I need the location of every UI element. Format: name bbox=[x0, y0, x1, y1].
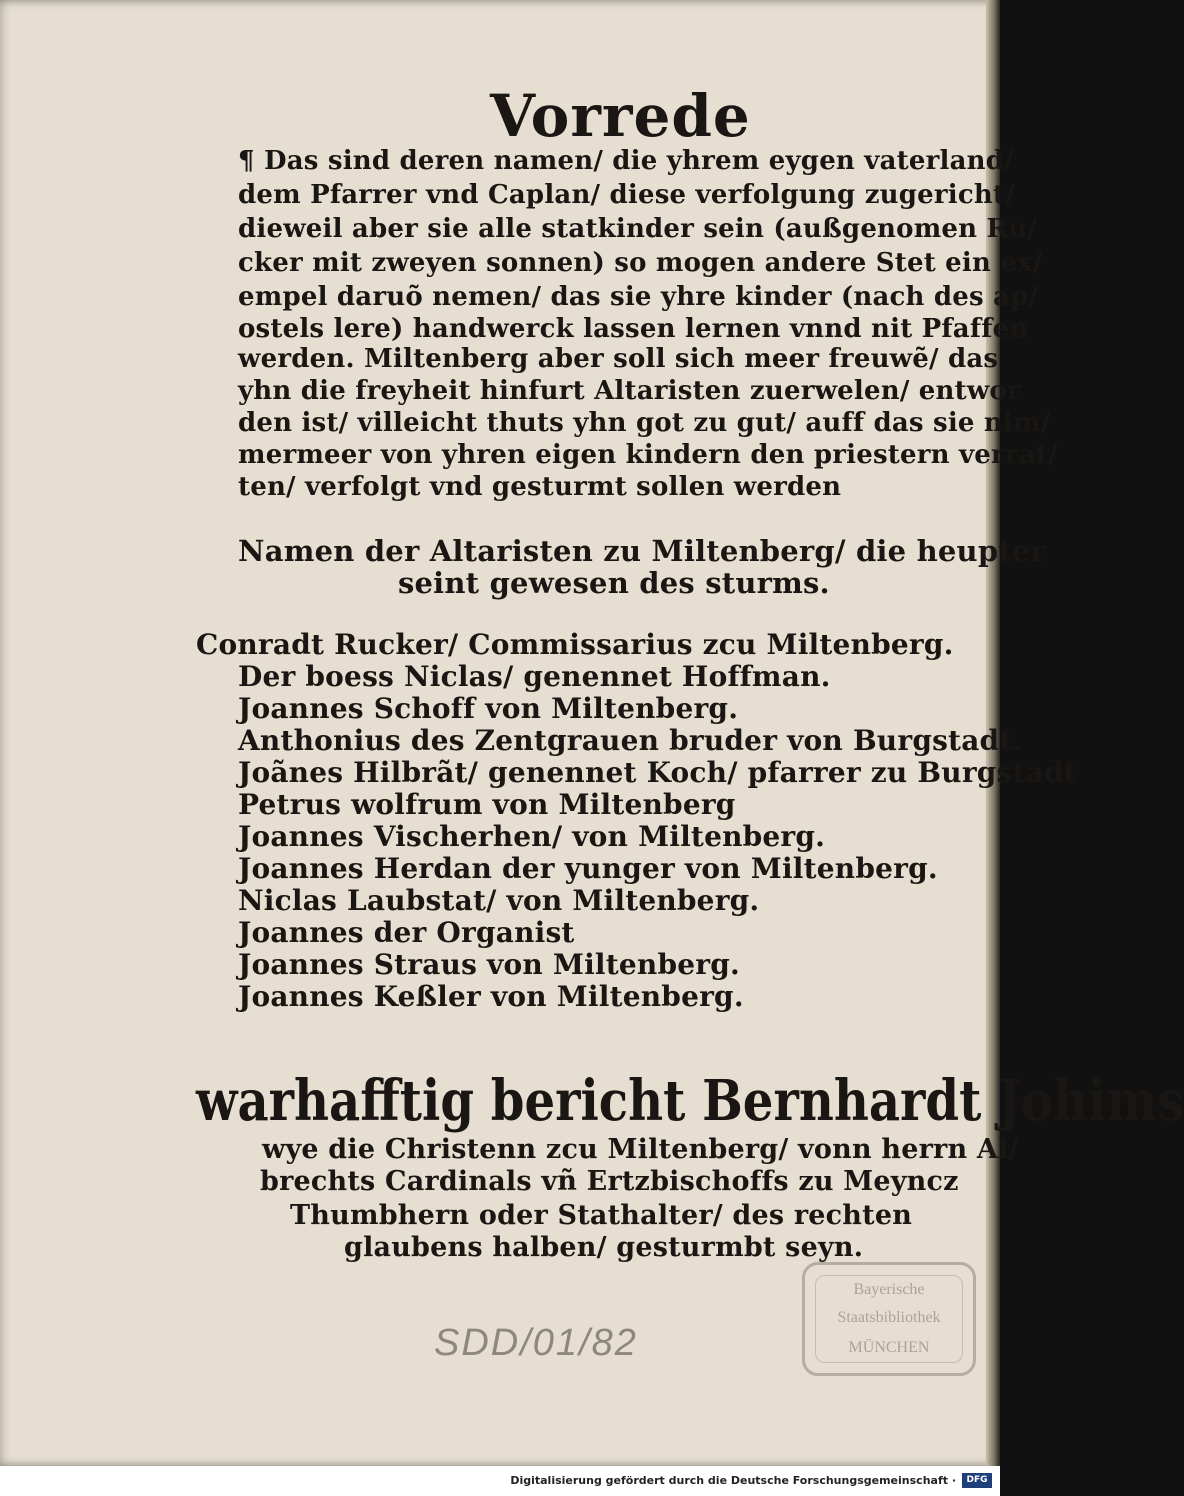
intro-line: den ist/ villeicht thuts yhn got zu gut/ auff das sie nim/ bbox=[238, 408, 1051, 438]
intro-line: ostels lere) handwerck lassen lernen vnnd nit Pfaffen bbox=[238, 314, 1029, 344]
intro-line: werden. Miltenberg aber soll sich meer freuwẽ/ das bbox=[238, 344, 999, 374]
report-title-line: glaubens halben/ gesturmbt seyn. bbox=[344, 1232, 864, 1263]
shelfmark: SDD/01/82 bbox=[434, 1322, 638, 1364]
report-title: warhafftig bericht Bernhardt Johims bbox=[196, 1068, 1184, 1134]
report-title-line: brechts Cardinals vñ Ertzbischoffs zu Meyncz bbox=[260, 1166, 959, 1197]
footer-credit: Digitalisierung gefördert durch die Deutsche Forschungsgemeinschaft · bbox=[510, 1474, 956, 1487]
intro-line: yhn die freyheit hinfurt Altaristen zuerwelen/ entwor bbox=[238, 376, 1021, 406]
altarist-name: Joãnes Hilbrãt/ genennet Koch/ pfarrer zu Burgstadt bbox=[238, 756, 1077, 789]
altarist-name: Conradt Rucker/ Commissarius zcu Miltenberg. bbox=[196, 628, 954, 661]
intro-line: dem Pfarrer vnd Caplan/ diese verfolgung zugericht/ bbox=[238, 180, 1015, 210]
altarist-name: Joannes Schoff von Miltenberg. bbox=[238, 692, 739, 725]
stamp-line: Staatsbibliothek bbox=[837, 1309, 941, 1326]
altarist-name: Der boess Niclas/ genennet Hoffman. bbox=[238, 660, 831, 693]
altarist-name: Joannes Straus von Miltenberg. bbox=[238, 948, 740, 981]
altarist-name: Joannes Keßler von Miltenberg. bbox=[238, 980, 744, 1013]
report-title-line: Thumbhern oder Stathalter/ des rechten bbox=[290, 1200, 913, 1231]
intro-line: mermeer von yhren eigen kindern den priestern verrat/ bbox=[238, 440, 1058, 470]
intro-line: ten/ verfolgt vnd gesturmt sollen werden bbox=[238, 472, 842, 502]
dfg-logo: DFG bbox=[962, 1473, 992, 1488]
intro-line: dieweil aber sie alle statkinder sein (außgenomen Ru/ bbox=[238, 214, 1038, 244]
altarist-name: Joannes Vischerhen/ von Miltenberg. bbox=[238, 820, 826, 853]
altarist-name: Petrus wolfrum von Miltenberg bbox=[238, 788, 736, 821]
page-heading: Vorrede bbox=[490, 82, 751, 150]
altarist-name: Anthonius des Zentgrauen bruder von Burgstadt. bbox=[238, 724, 1023, 757]
subheading-line: seint gewesen des sturms. bbox=[398, 566, 830, 600]
stamp-line: MÜNCHEN bbox=[848, 1339, 930, 1356]
footer-bar bbox=[0, 1466, 1000, 1496]
intro-line: cker mit zweyen sonnen) so mogen andere Stet ein ex/ bbox=[238, 248, 1043, 278]
library-stamp bbox=[802, 1262, 976, 1376]
altarist-name: Niclas Laubstat/ von Miltenberg. bbox=[238, 884, 760, 917]
subheading-line: Namen der Altaristen zu Miltenberg/ die heupter bbox=[238, 534, 1047, 568]
report-title-line: wye die Christenn zcu Miltenberg/ vonn herrn Al/ bbox=[262, 1134, 1019, 1165]
stamp-line: Bayerische bbox=[853, 1281, 925, 1298]
altarist-name: Joannes Herdan der yunger von Miltenberg. bbox=[238, 852, 938, 885]
intro-line: empel daruõ nemen/ das sie yhre kinder (nach des ap/ bbox=[238, 282, 1039, 312]
intro-line: ¶ Das sind deren namen/ die yhrem eygen vaterland/ bbox=[238, 146, 1014, 176]
altarist-name: Joannes der Organist bbox=[238, 916, 575, 949]
